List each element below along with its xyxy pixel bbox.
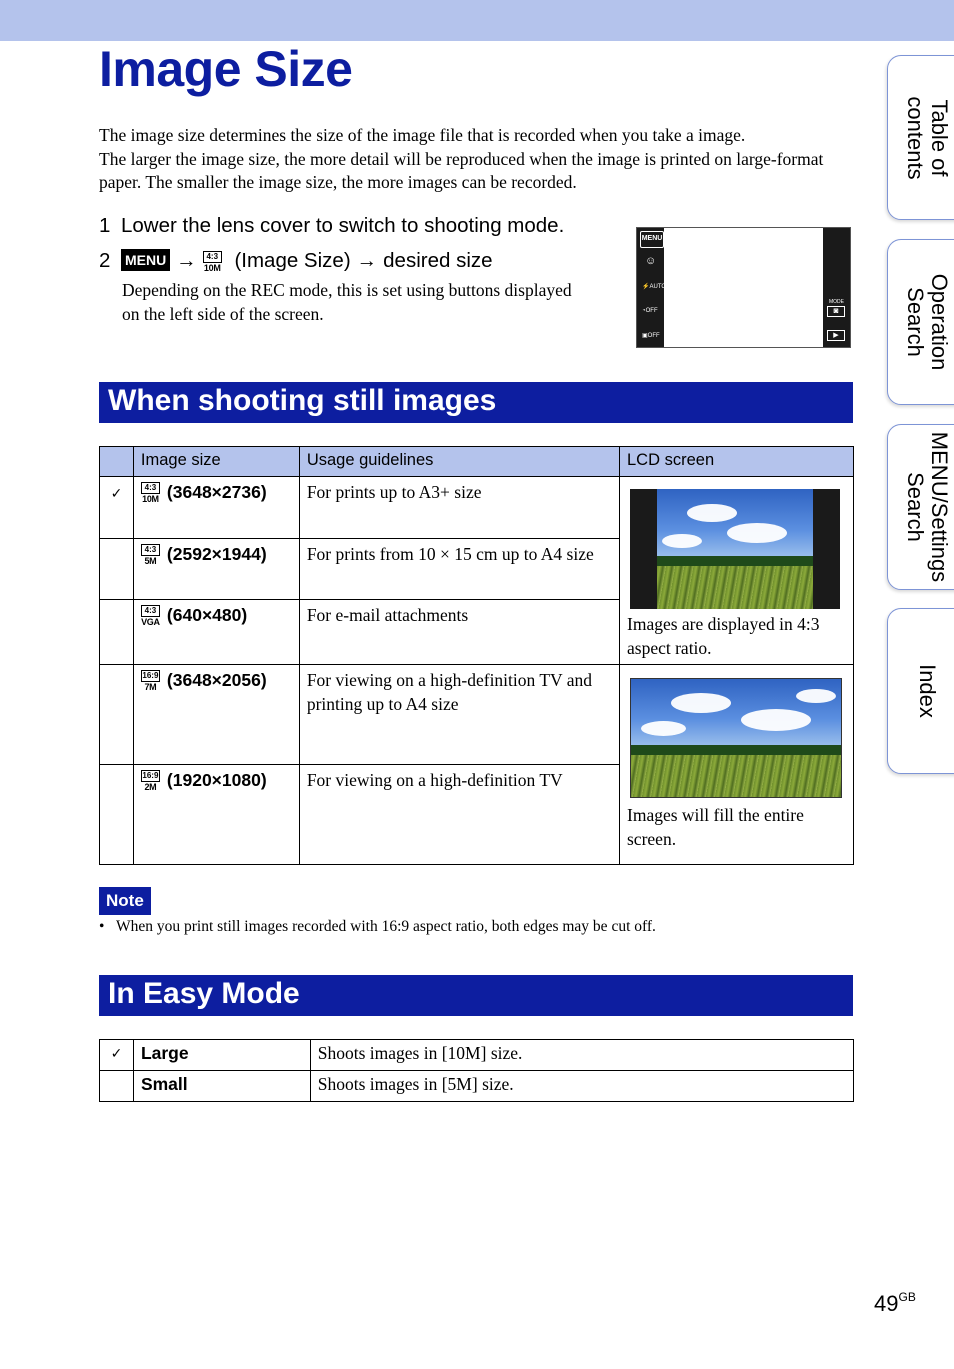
- section-easy-mode: In Easy Mode: [99, 975, 853, 1016]
- tab-index[interactable]: [887, 608, 954, 774]
- size-icon-label: 10M: [142, 494, 159, 504]
- size-value: (2592×1944): [166, 543, 267, 564]
- usage-cell: For viewing on a high-definition TV and printing up to A4 size: [299, 665, 619, 765]
- table-header-row: [100, 447, 854, 477]
- tab-operation-label: Operation Search: [903, 273, 952, 371]
- size-icon-ratio: 4:3: [141, 605, 160, 617]
- play-icon: ▶: [827, 330, 845, 341]
- image-size-icon: [203, 251, 223, 271]
- camera-mode-icon: ◙: [827, 306, 845, 317]
- arrow-icon: →: [356, 249, 378, 272]
- burst-label: OFF: [647, 333, 660, 339]
- intro-line-1: The image size determines the size of the image file that is recorded when you take a image.: [99, 125, 746, 145]
- usage-cell: For prints up to A3+ size: [299, 477, 619, 539]
- note-bullet: •: [99, 918, 105, 935]
- intro-text: [99, 124, 859, 195]
- tab-index-label: Index: [915, 664, 940, 718]
- lcd-43-preview: [630, 489, 840, 609]
- usage-cell: For viewing on a high-definition TV: [299, 765, 619, 865]
- step-2-item: (Image Size): [234, 249, 351, 272]
- page-number-suffix: GB: [898, 1290, 916, 1304]
- page-number: [874, 1290, 916, 1317]
- size-value: (3648×2056): [166, 670, 267, 690]
- size-icon-label: 5M: [144, 555, 157, 566]
- check-cell: [100, 600, 134, 665]
- size-cell: [133, 538, 299, 600]
- camera-screen-illustration: [636, 227, 851, 348]
- size-icon-ratio: 4:3: [141, 544, 160, 556]
- desc-cell: Shoots images in [5M] size.: [310, 1071, 853, 1102]
- note-text: [99, 918, 656, 936]
- tab-menu-label: MENU/Settings Search: [903, 431, 952, 583]
- check-cell: [100, 538, 134, 600]
- tab-table-of-contents[interactable]: [887, 55, 954, 220]
- mode-cell: Large: [133, 1040, 310, 1071]
- mode-cell: Small: [133, 1071, 310, 1102]
- table-row: [100, 665, 854, 765]
- section-still-images: When shooting still images: [99, 382, 853, 423]
- default-check-icon: ✓: [100, 477, 134, 539]
- header-lcd: LCD screen: [620, 447, 854, 477]
- check-cell: [100, 665, 134, 765]
- note-label: Note: [99, 887, 151, 915]
- camera-left-panel: [637, 228, 667, 347]
- menu-key-icon: MENU: [121, 249, 170, 271]
- desc-cell: Shoots images in [10M] size.: [310, 1040, 853, 1071]
- size-cell: [133, 765, 299, 865]
- usage-cell: For e-mail attachments: [299, 600, 619, 665]
- lcd-cell-169: [620, 665, 854, 865]
- camera-right-panel: [823, 228, 850, 347]
- image-size-table: [99, 446, 854, 865]
- camera-menu-icon: MENU: [640, 231, 664, 248]
- size-2m-icon: [141, 770, 161, 790]
- check-cell: [100, 1071, 134, 1102]
- table-row: [100, 1071, 854, 1102]
- step-2-end: desired size: [383, 249, 493, 272]
- intro-line-2: The larger the image size, the more detail will be reproduced when the image is printed on large-format paper. The smaller the image size, the more images can be recorded.: [99, 148, 824, 192]
- flash-auto-label: AUTO: [649, 284, 667, 290]
- page-title: Image Size: [99, 41, 353, 97]
- lcd-cell-43: [620, 477, 854, 665]
- size-value: (3648×2736): [166, 482, 267, 502]
- step-1: [99, 214, 564, 238]
- self-timer-icon: ◔OFF: [642, 308, 658, 314]
- size-value: (1920×1080): [166, 770, 267, 790]
- size-cell: [133, 665, 299, 765]
- top-bar: [0, 0, 954, 41]
- size-cell: [133, 600, 299, 665]
- field-photo-wide: [630, 678, 842, 798]
- step-2: [99, 249, 493, 273]
- image-size-icon-ratio: 4:3: [203, 251, 222, 263]
- step-2-number: 2: [99, 249, 111, 272]
- lcd-43-caption: Images are displayed in 4:3 aspect ratio.: [627, 614, 820, 658]
- size-value: (640×480): [166, 605, 248, 626]
- tab-menu-settings-search[interactable]: [887, 424, 954, 590]
- check-cell: [100, 765, 134, 865]
- note-body: When you print still images recorded with 16:9 aspect ratio, both edges may be cut off.: [116, 918, 656, 935]
- field-photo: [657, 489, 813, 609]
- table-row: [100, 477, 854, 539]
- size-vga-icon: [141, 605, 161, 628]
- step-note: Depending on the REC mode, this is set using buttons displayed on the left side of the screen.: [122, 280, 572, 324]
- size-icon-label: VGA: [141, 617, 160, 628]
- size-7m-icon: [141, 670, 161, 690]
- header-image-size: Image size: [133, 447, 299, 477]
- size-5m-icon: [141, 544, 161, 564]
- self-timer-label: OFF: [645, 308, 658, 314]
- arrow-icon: →: [176, 249, 197, 272]
- step-1-number: 1: [99, 214, 111, 237]
- lcd-169-caption: Images will fill the entire screen.: [627, 805, 804, 849]
- mode-label: MODE: [829, 299, 844, 305]
- tab-toc-label: Table of contents: [903, 95, 952, 180]
- flash-auto-icon: ⚡AUTO: [642, 284, 667, 290]
- size-icon-ratio: 16:9: [142, 771, 159, 780]
- table-row: [100, 1040, 854, 1071]
- usage-cell: For prints from 10 × 15 cm up to A4 size: [299, 538, 619, 600]
- size-10m-icon: [141, 482, 161, 502]
- step-1-text: Lower the lens cover to switch to shooting mode.: [121, 214, 565, 237]
- easy-mode-table: [99, 1039, 854, 1102]
- image-size-icon-label: 10M: [203, 263, 221, 273]
- size-icon-ratio: 16:9: [142, 671, 159, 680]
- size-icon-ratio: 4:3: [141, 482, 160, 494]
- page-number-value: 49: [874, 1291, 899, 1316]
- smile-icon: ☺: [645, 255, 657, 267]
- header-check: [100, 447, 134, 477]
- default-check-icon: ✓: [100, 1040, 134, 1071]
- header-usage: Usage guidelines: [299, 447, 619, 477]
- size-icon-label: 2M: [144, 782, 157, 792]
- size-cell: [133, 477, 299, 539]
- tab-operation-search[interactable]: [887, 239, 954, 405]
- size-icon-label: 7M: [144, 682, 157, 692]
- burst-icon: ▣OFF: [642, 333, 660, 339]
